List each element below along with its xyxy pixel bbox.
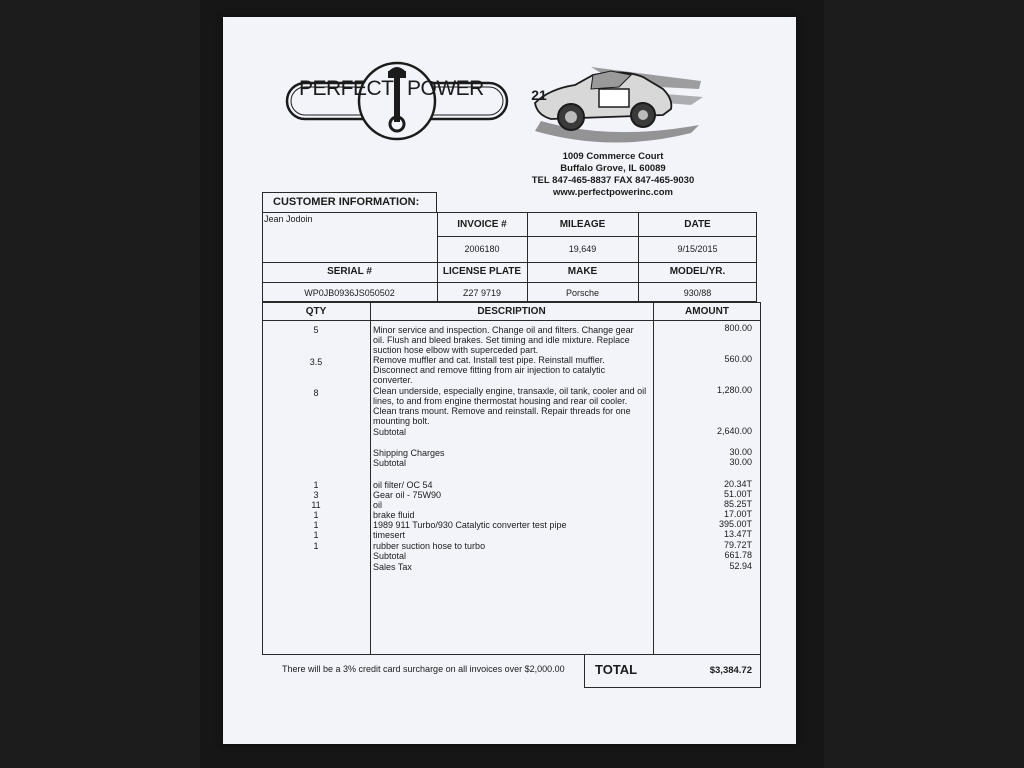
make-value: Porsche [565,288,600,298]
invoice-value: 2006180 [464,244,500,254]
address-city: Buffalo Grove, IL 60089 [560,163,666,174]
invoice-header: INVOICE # [457,219,507,230]
plate-value: Z27 9719 [462,288,502,298]
subtotal-labor-amount: 2,640.00 [716,426,752,436]
part2-desc: Gear oil - 75W90 [373,490,442,500]
line3-desc-1: Clean underside, especially engine, transaxle, oil tank, cooler and oil [373,386,647,396]
line3-amount: 1,280.00 [716,385,752,395]
logo-text-right: POWER [407,77,484,100]
date-header: DATE [684,219,711,230]
part2-amount: 51.00T [723,489,752,499]
serial-value: WP0JB0936JS050502 [304,288,395,298]
line2-desc-2: Disconnect and remove fitting from air injection to catalytic [373,365,606,375]
customer-name: Jean Jodoin [264,214,313,224]
address-web: www.perfectpowerinc.com [552,187,673,198]
part5-qty: 1 [313,520,319,530]
serial-header: SERIAL # [327,266,372,277]
line2-desc-3: converter. [373,375,413,385]
part7-amount: 79.72T [723,540,752,550]
sales-tax-label: Sales Tax [373,562,412,572]
part7-qty: 1 [313,541,319,551]
part3-desc: oil [373,500,383,510]
line1-desc-3: suction hose elbow with superceded part. [373,345,539,355]
subtotal-labor-label: Subtotal [373,427,407,437]
subtotal-shipping-amount: 30.00 [729,457,752,467]
subtotal-parts-label: Subtotal [373,551,407,561]
perfect-power-logo [285,61,509,141]
mileage-value: 19,649 [568,244,597,254]
part6-qty: 1 [313,530,319,540]
background-right [824,0,1024,768]
total-label: TOTAL [595,662,638,677]
invoice-sheet [223,17,796,744]
line2-qty: 3.5 [309,357,323,367]
make-header: MAKE [567,266,598,277]
address-phone: TEL 847-465-8837 FAX 847-465-9030 [531,175,695,186]
total-value: $3,384.72 [709,665,752,676]
part4-desc: brake fluid [373,510,415,520]
line3-desc-2: lines, to and from engine thermostat housing and rear oil cooler. [373,396,628,406]
part5-desc: 1989 911 Turbo/930 Catalytic converter test pipe [373,520,567,530]
line3-desc-3: Clean trans mount. Remove and reinstall. Repair threads for one [373,406,631,416]
background-left [0,0,200,768]
part1-amount: 20.34T [723,479,752,489]
subtotal-parts-amount: 661.78 [724,550,752,560]
part1-desc: oil filter/ OC 54 [373,480,433,490]
part3-qty: 11 [311,500,321,510]
part6-amount: 13.47T [723,529,752,539]
part1-qty: 1 [313,480,319,490]
line3-qty: 8 [313,388,319,398]
line2-desc-1: Remove muffler and cat. Install test pipe. Reinstall muffler. [373,355,605,365]
sales-tax-amount: 52.94 [729,561,752,571]
line1-desc-2: oil. Flush and bleed brakes. Set timing and idle mixture. Replace [373,335,630,345]
line1-qty: 5 [313,325,319,335]
part7-desc: rubber suction hose to turbo [373,541,486,551]
line3-desc-4: mounting bolt. [373,416,430,426]
logo-text-left: PERFECT [299,77,394,100]
amount-header: AMOUNT [685,306,729,317]
shipping-amount: 30.00 [729,447,752,457]
line1-amount: 800.00 [724,323,752,333]
part2-qty: 3 [313,490,319,500]
subtotal-shipping-label: Subtotal [373,458,407,468]
part3-amount: 85.25T [723,499,752,509]
customer-heading: CUSTOMER INFORMATION: [273,196,420,208]
line2-amount: 560.00 [724,354,752,364]
line1-desc-1: Minor service and inspection. Change oil and filters. Change gear [373,325,634,335]
part5-amount: 395.00T [718,519,752,529]
description-header: DESCRIPTION [477,306,546,317]
race-car-sketch [531,59,706,149]
model-header: MODEL/YR. [669,266,726,277]
part4-amount: 17.00T [723,509,752,519]
qty-header: QTY [305,306,327,317]
plate-header: LICENSE PLATE [442,266,522,277]
shipping-label: Shipping Charges [373,448,445,458]
car-number: 21 [531,87,547,103]
model-value: 930/88 [683,288,712,298]
mileage-header: MILEAGE [559,219,606,230]
part6-desc: timesert [373,530,406,540]
surcharge-note: There will be a 3% credit card surcharge on all invoices over $2,000.00 [282,664,565,674]
part4-qty: 1 [313,510,319,520]
address-street: 1009 Commerce Court [562,151,664,162]
date-value: 9/15/2015 [677,244,718,254]
